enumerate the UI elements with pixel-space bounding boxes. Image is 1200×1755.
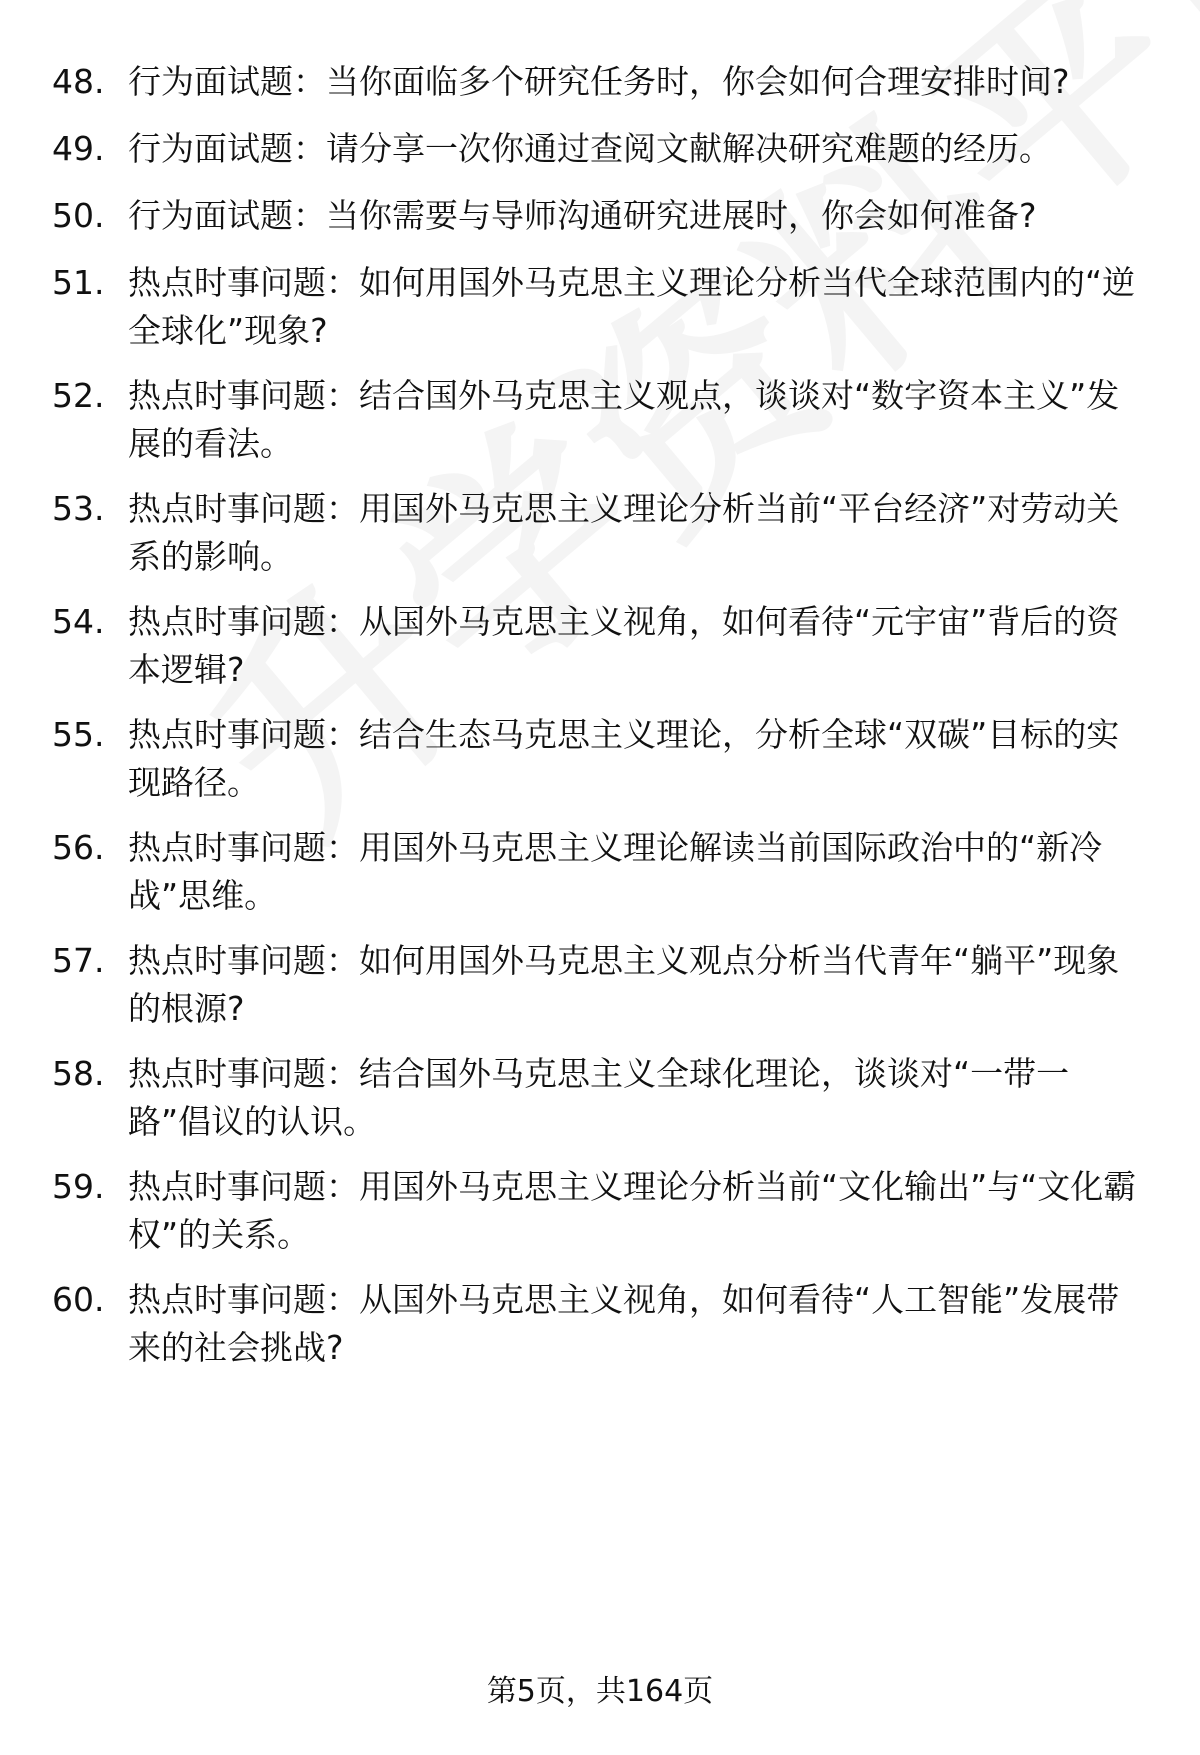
question-number: 60.	[52, 1280, 105, 1319]
question-item	[0, 1050, 1200, 1146]
question-number: 55.	[52, 715, 105, 754]
question-text: 热点时事问题：如何用国外马克思主义观点分析当代青年“躺平”现象的根源?	[128, 941, 1120, 1028]
question-number: 52.	[52, 376, 105, 415]
question-item	[0, 824, 1200, 920]
question-item	[0, 598, 1200, 694]
question-item	[0, 259, 1200, 355]
question-item	[0, 485, 1200, 581]
page-indicator: 第5页，共164页	[486, 1674, 714, 1709]
question-text: 行为面试题：当你面临多个研究任务时，你会如何合理安排时间?	[128, 62, 1070, 101]
question-number: 50.	[52, 196, 105, 235]
question-text: 热点时事问题：如何用国外马克思主义理论分析当代全球范围内的“逆全球化”现象?	[128, 263, 1136, 350]
question-text: 热点时事问题：结合生态马克思主义理论，分析全球“双碳”目标的实现路径。	[128, 715, 1120, 802]
question-text: 热点时事问题：用国外马克思主义理论解读当前国际政治中的“新冷战”思维。	[128, 828, 1103, 915]
question-item	[0, 1276, 1200, 1372]
question-item	[0, 711, 1200, 807]
question-number: 59.	[52, 1167, 105, 1206]
question-item	[0, 1163, 1200, 1259]
question-number: 49.	[52, 129, 105, 168]
question-number: 57.	[52, 941, 105, 980]
question-text: 行为面试题：当你需要与导师沟通研究进展时，你会如何准备?	[128, 196, 1037, 235]
page-footer	[0, 1672, 1200, 1712]
question-number: 53.	[52, 489, 105, 528]
question-item	[0, 125, 1200, 175]
question-text: 热点时事问题：用国外马克思主义理论分析当前“文化输出”与“文化霸权”的关系。	[128, 1167, 1137, 1254]
question-item	[0, 58, 1200, 108]
question-list	[0, 58, 1200, 1389]
question-item	[0, 937, 1200, 1033]
question-text: 热点时事问题：从国外马克思主义视角，如何看待“人工智能”发展带来的社会挑战?	[128, 1280, 1120, 1367]
question-text: 热点时事问题：用国外马克思主义理论分析当前“平台经济”对劳动关系的影响。	[128, 489, 1120, 576]
question-text: 行为面试题：请分享一次你通过查阅文献解决研究难题的经历。	[128, 129, 1052, 168]
question-item	[0, 192, 1200, 242]
question-number: 58.	[52, 1054, 105, 1093]
question-number: 48.	[52, 62, 105, 101]
question-item	[0, 372, 1200, 468]
question-number: 56.	[52, 828, 105, 867]
question-text: 热点时事问题：从国外马克思主义视角，如何看待“元宇宙”背后的资本逻辑?	[128, 602, 1120, 689]
question-number: 51.	[52, 263, 105, 302]
question-number: 54.	[52, 602, 105, 641]
question-text: 热点时事问题：结合国外马克思主义全球化理论，谈谈对“一带一路”倡议的认识。	[128, 1054, 1070, 1141]
question-text: 热点时事问题：结合国外马克思主义观点，谈谈对“数字资本主义”发展的看法。	[128, 376, 1120, 463]
